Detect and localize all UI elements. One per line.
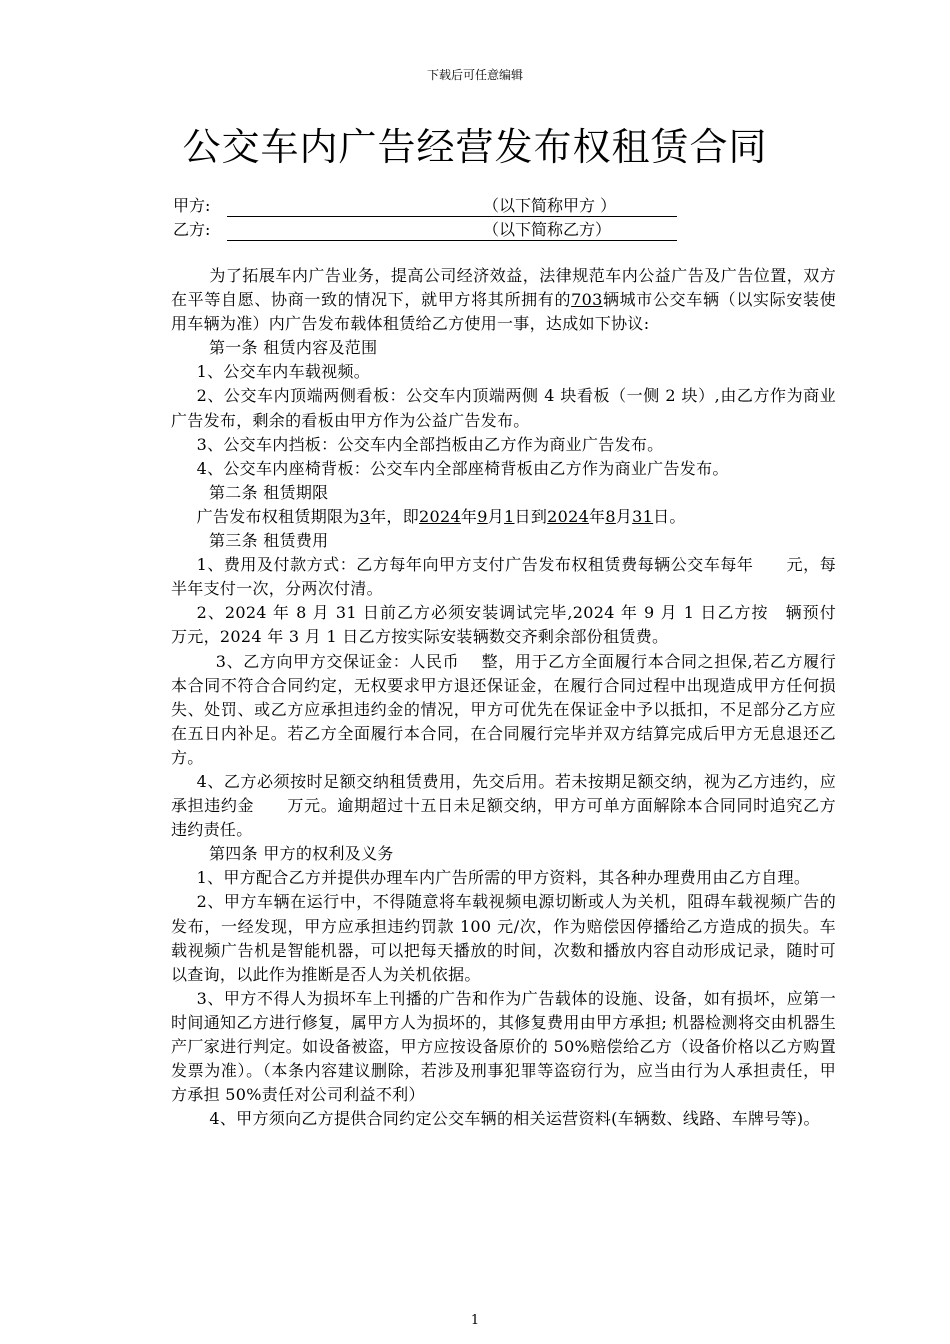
article-1-heading: 第一条 租赁内容及范围 [209,338,378,358]
article-1-item-2: 2、公交车内顶端两侧看板：公交车内顶端两侧 4 块看板（一侧 2 块）,由乙方作为商业广告发布，剩余的看板由甲方作为公益广告发布。 [171,386,836,430]
start-month: 9 [477,506,488,526]
start-year: 2024 [419,506,461,526]
party-a-note: （以下简称甲方 ） [483,196,617,215]
party-b-line [173,218,677,242]
term-text: 年 [589,506,606,526]
party-a-label: 甲方: [173,196,211,215]
article-2-term [171,505,836,529]
party-b-blank [227,218,677,241]
article-3-heading: 第三条 租赁费用 [209,531,329,551]
header-note: 下载后可任意编辑 [426,68,523,82]
article-2-heading: 第二条 租赁期限 [209,482,329,502]
term-text: 月 [487,506,505,526]
article-4-item-4: 4、甲方须向乙方提供合同约定公交车辆的相关运营资料(车辆数、线路、车牌号等)。 [209,1109,820,1129]
term-years: 3 [359,506,371,526]
article-4-item-2: 2、甲方车辆在运行中，不得随意将车载视频电源切断或人为关机，阻碍车载视频广告的发布，一经发现，甲方应承担违约罚款 100 元/次，作为赔偿因停播给乙方造成的损失。车载视频广告机是智能机器，可以把每天播放的时间，次数和播放内容自动形成记录，随时可以查询，以此作为推断是否人为关机依据。 [171,892,836,984]
document-title: 公交车内广告经营发布权租赁合同 [182,125,768,169]
article-3-item-3: 3、乙方向甲方交保证金：人民币 整，用于乙方全面履行本合同之担保,若乙方履行本合同不符合合同约定，无权要求甲方退还保证金，在履行合同过程中出现造成甲方任何损失、处罚、或乙方应承担违约金的情况，甲方可优先在保证金中予以抵扣，不足部分乙方应在五日内补足。若乙方全面履行本合同，在合同履行完毕并双方结算完成后甲方无息退还乙方。 [171,651,836,767]
article-1-item-1: 1、公交车内车载视频。 [196,362,371,382]
end-day: 31 [632,506,654,526]
page-number: 1 [470,1313,480,1328]
party-a-line [173,194,677,218]
article-1-item-3: 3、公交车内挡板：公交车内全部挡板由乙方作为商业广告发布。 [196,434,664,454]
article-3-item-2: 2、2024 年 8 月 31 日前乙方必须安装调试完毕,2024 年 9 月 1 日乙方按 辆预付 万元，2024 年 3 月 1 日乙方按实际安装辆数交齐剩余部份租赁费。 [171,603,869,647]
article-4-heading: 第四条 甲方的权利及义务 [209,844,394,864]
article-1-item-4: 4、公交车内座椅背板：公交车内全部座椅背板由乙方作为商业广告发布。 [196,458,729,478]
term-text: 年，即 [370,506,419,526]
article-3-item-1: 1、费用及付款方式：乙方每年向甲方支付广告发布权租赁费每辆公交车每年 元，每半年支付一次，分两次付清。 [171,555,836,599]
term-text: 月 [615,506,633,526]
party-b-label: 乙方: [173,220,211,239]
party-b-note: （以下简称乙方） [483,220,612,239]
intro-paragraph [171,264,836,336]
contract-body [171,264,869,1131]
bus-count: 703 [571,290,603,310]
term-text: 日到 [514,506,548,526]
term-text: 广告发布权租赁期限为 [196,506,360,526]
start-day: 1 [504,506,515,526]
party-a-blank [227,194,677,217]
article-4-item-1: 1、甲方配合乙方并提供办理车内广告所需的甲方资料，其各种办理费用由乙方自理。 [196,868,811,888]
term-text: 年 [460,506,478,526]
end-year: 2024 [547,506,590,526]
term-text: 日。 [653,506,686,526]
intro-text-1: 为了拓展车内广告业务，提高公司经济效益，法律规范车内公益广告及广告位置，双方在平等自愿、协商一致的情况下，就甲方将其所拥有的 [171,266,836,310]
intro-text-2: 辆城市公交车辆（以实际安装使用车辆为准）内广告发布载体租赁给乙方使用一事，达成如下协议: [171,290,837,334]
article-4-item-3: 3、甲方不得人为损坏车上刊播的广告和作为广告载体的设施、设备，如有损坏，应第一时间通知乙方进行修复，属甲方人为损坏的，其修复费用由甲方承担; 机器检测将交由机器生产厂家进行判定。如设备被盗，甲方应按设备原价的 50%赔偿给乙方（设备价格以乙方购置发票为准）。（本条内容建议删除，若涉及刑事犯罪等盗窃行为，应当由行为人承担责任，甲方承担 50%责任对公司利益不利） [171,988,836,1105]
end-month: 8 [605,506,616,526]
article-3-item-4: 4、乙方必须按时足额交纳租赁费用，先交后用。若未按期足额交纳，视为乙方违约，应承担违约金 万元。逾期超过十五日未足额交纳，甲方可单方面解除本合同同时追究乙方违约责任。 [171,771,836,840]
